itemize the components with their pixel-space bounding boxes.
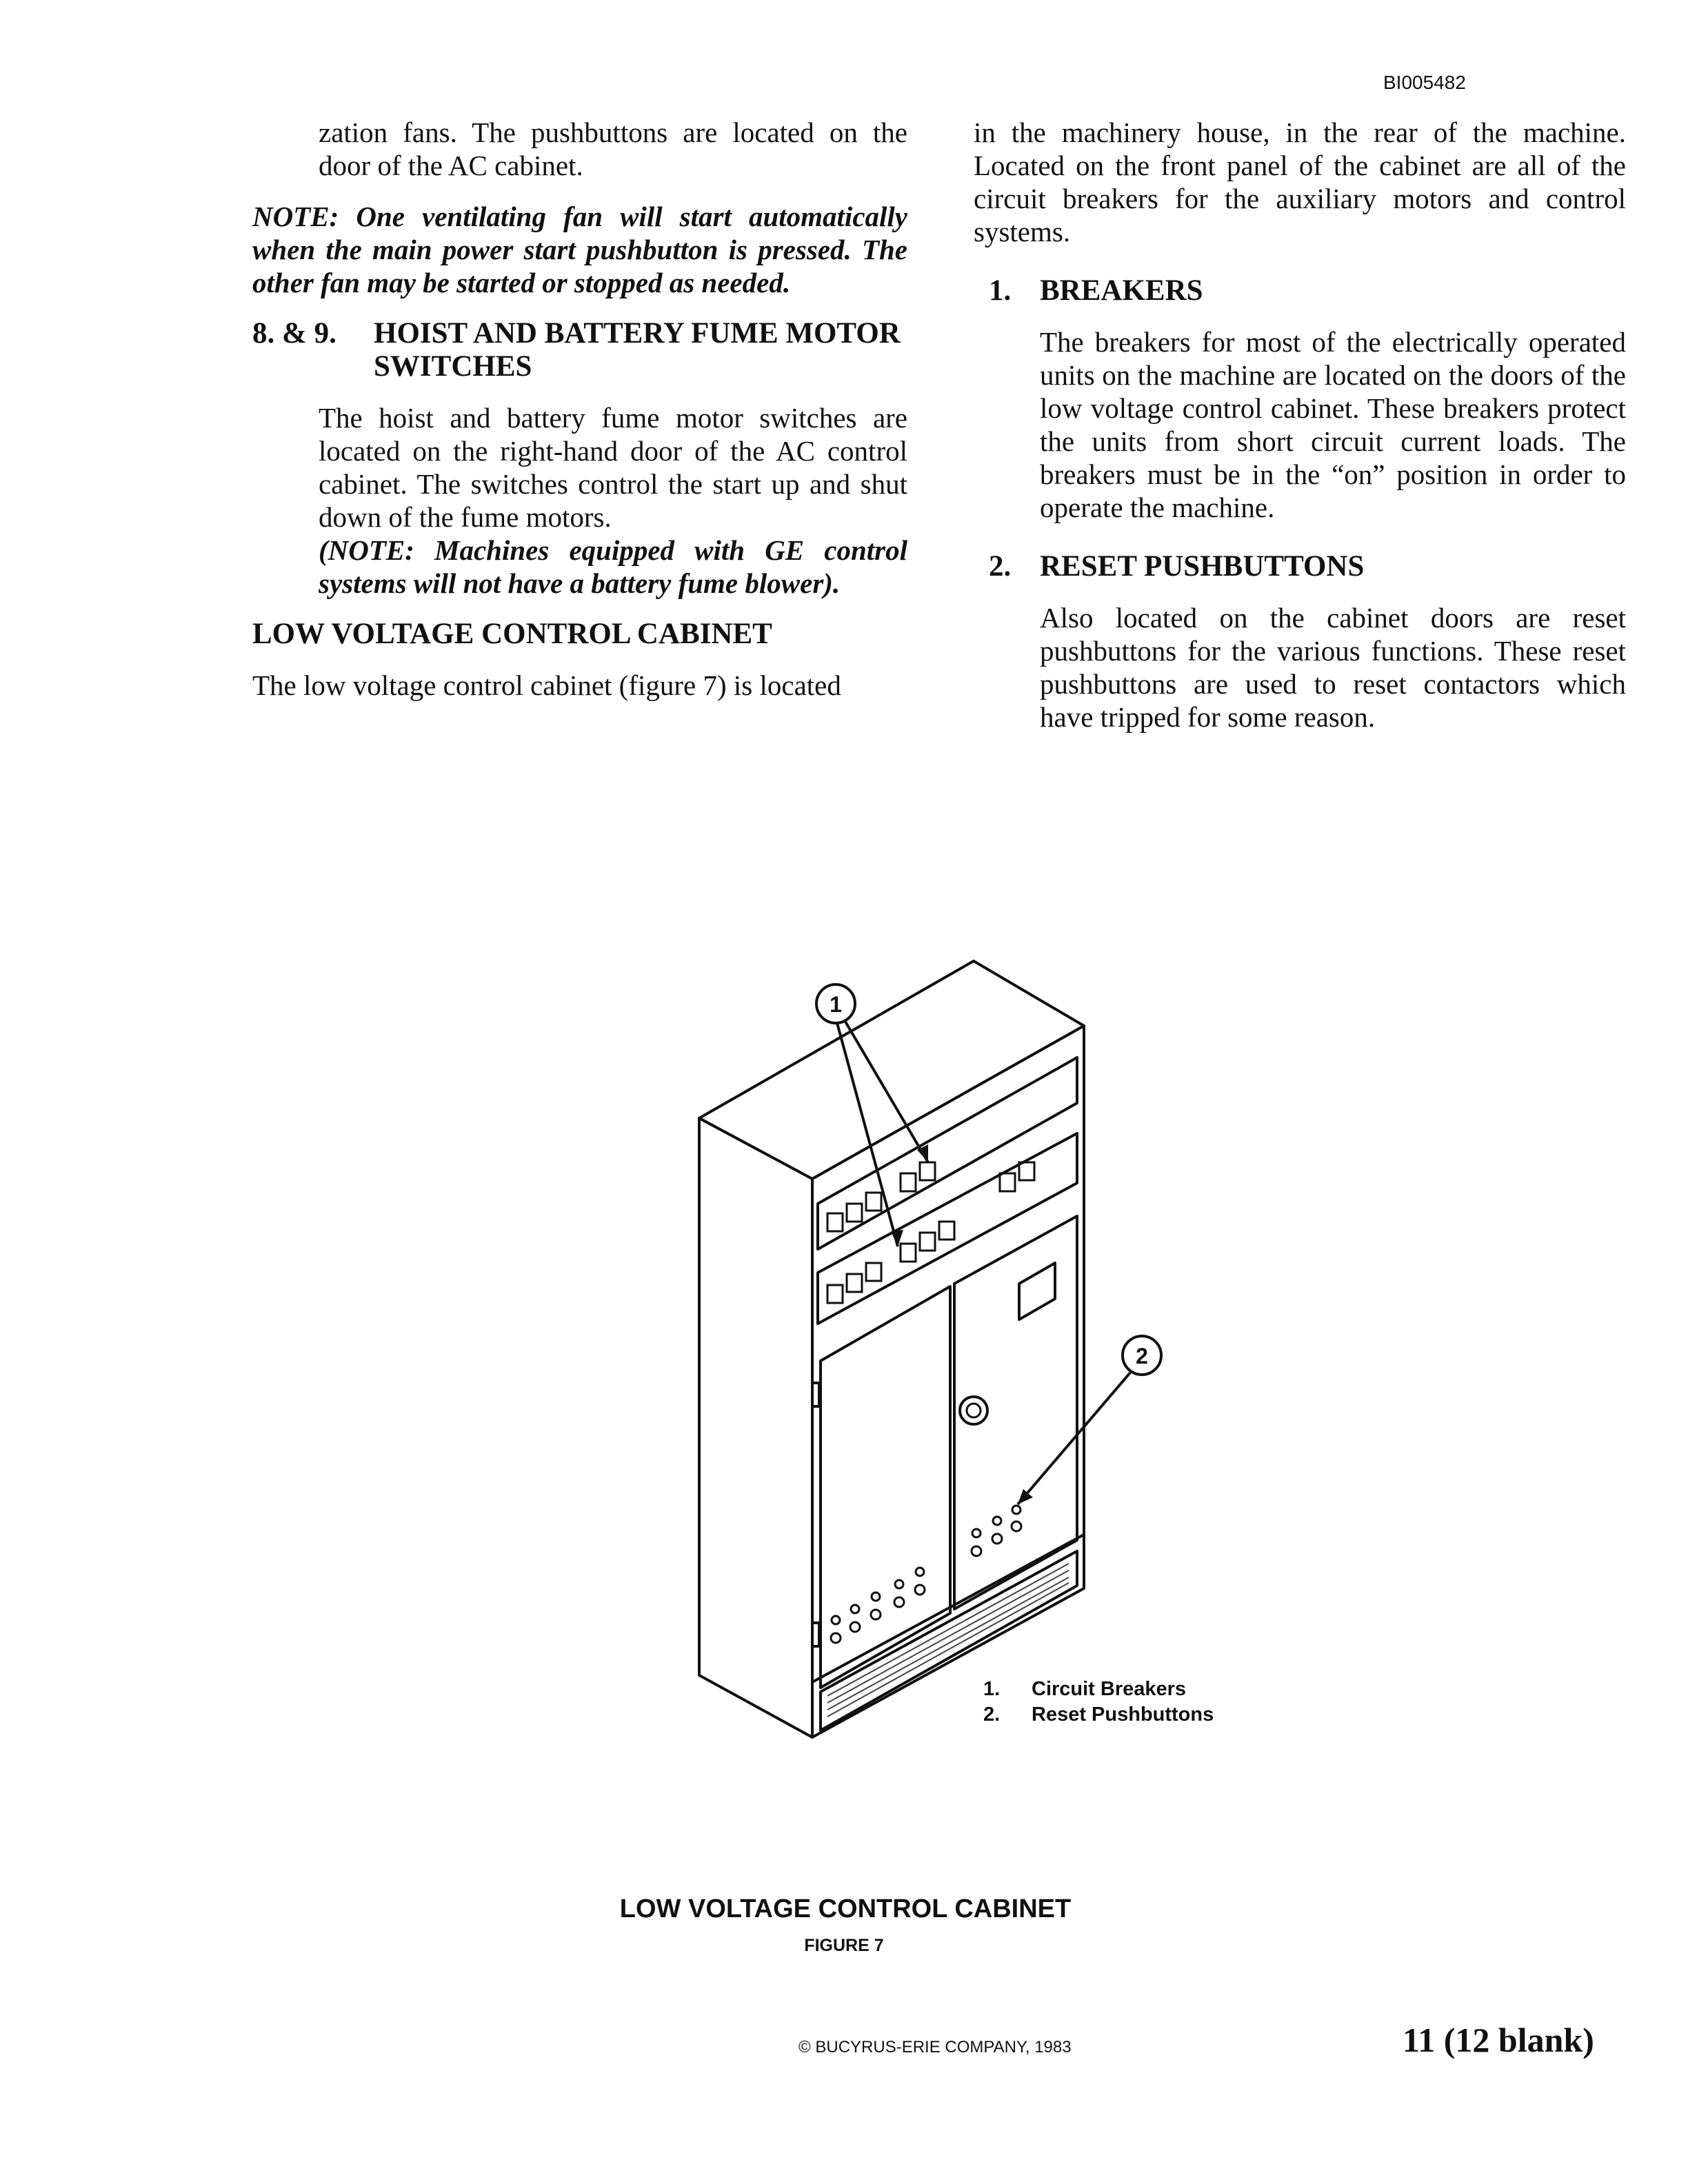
paragraph-machinery-house: in the machinery house, in the rear of the machine. Located on the front panel of the cabinet are all of the circuit breakers for the auxiliary motors and control systems.	[974, 117, 1626, 247]
paragraph-reset-pushbuttons: Also located on the cabinet doors are reset pushbuttons for the various functions. These reset pushbuttons are used to reset contactors which have tripped for some reason.	[1040, 602, 1626, 733]
right-column	[974, 116, 1626, 734]
legend-item	[983, 1677, 1214, 1702]
legend-number: 2.	[983, 1703, 1001, 1726]
figure-legend	[983, 1677, 1214, 1728]
callout-2-marker	[1123, 1336, 1161, 1375]
copyright-notice: © BUCYRUS-ERIE COMPANY, 1983	[798, 2038, 1072, 2056]
heading-reset-pushbuttons	[989, 550, 1626, 583]
left-column	[252, 116, 907, 702]
paragraph-fume-motor-switches: The hoist and battery fume motor switches are located on the right-hand door of the AC control cabinet. The switches control the start up and shut down of the fume motors.	[319, 402, 907, 533]
legend-number: 1.	[983, 1678, 1001, 1700]
paragraph-cabinet-location: The low voltage control cabinet (figure 7) is located	[252, 669, 841, 701]
note-ge-control-systems: (NOTE: Machines equipped with GE control systems will not have a battery fume blower).	[319, 534, 907, 599]
figure-number: FIGURE 7	[804, 1936, 884, 1955]
document-id: BI005482	[1383, 72, 1466, 93]
callout-2-label: 2	[1136, 1344, 1148, 1368]
callout-1-marker	[816, 984, 855, 1023]
heading-number: 8. & 9.	[252, 317, 336, 350]
legend-label: Circuit Breakers	[1032, 1678, 1187, 1700]
callout-1-label: 1	[830, 992, 842, 1017]
heading-breakers	[989, 274, 1626, 307]
section-heading-low-voltage-cabinet: LOW VOLTAGE CONTROL CABINET	[252, 618, 772, 650]
legend-item	[983, 1702, 1214, 1728]
heading-text: RESET PUSHBUTTONS	[1040, 550, 1365, 583]
heading-number: 2.	[989, 550, 1012, 583]
paragraph-breakers: The breakers for most of the electrically operated units on the machine are located on the doors of the low voltage control cabinet. These breakers protect the units from short circuit current loads. The breakers must be in the “on” position in order to operate the machine.	[1040, 326, 1626, 523]
note-ventilating-fan: NOTE: One ventilating fan will start automatically when the main power start pushbutton is pressed. The other fan may be started or stopped as needed.	[252, 201, 907, 299]
page-number: 11 (12 blank)	[1403, 2021, 1594, 2059]
legend-label: Reset Pushbuttons	[1032, 1703, 1214, 1726]
cabinet-illustration	[676, 951, 1255, 1758]
figure-title-text: LOW VOLTAGE CONTROL CABINET	[619, 1894, 1072, 1923]
figure-title	[0, 1894, 1688, 1924]
heading-number: 1.	[989, 274, 1012, 307]
heading-text: BREAKERS	[1040, 274, 1203, 307]
heading-text: HOIST AND BATTERY FUME MOTOR SWITCHES	[374, 317, 901, 383]
heading-hoist-battery-switches	[252, 317, 907, 383]
paragraph-fans-continued: zation fans. The pushbuttons are located on the door of the AC cabinet.	[319, 117, 907, 181]
